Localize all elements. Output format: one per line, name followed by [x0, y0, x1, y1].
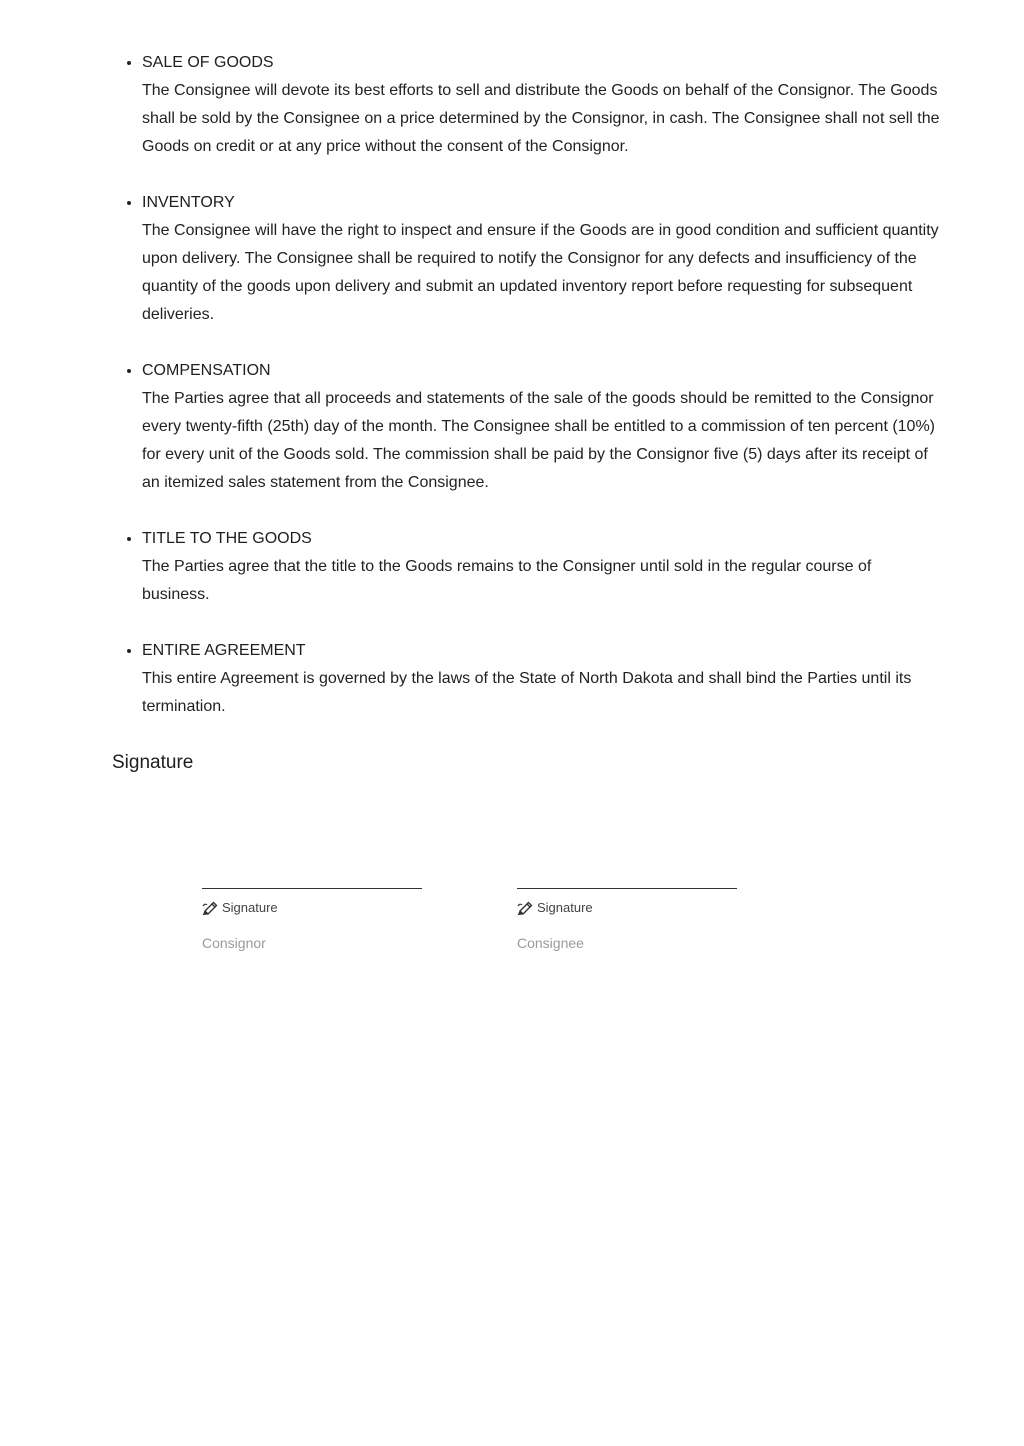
clause-body: This entire Agreement is governed by the laws of the State of North Dakota and shall bind the Parties until its termination.	[142, 670, 912, 715]
clause-body: The Parties agree that all proceeds and statements of the sale of the goods should be remitted to the Consignor every twenty-fifth (25th) day of the month. The Consignee shall be entitled to a commission of ten percent (10%) for every unit of the Goods sold. The commission shall be paid by the Consignor five (5) days after its receipt of an itemized sales statement from the Consignee.	[142, 390, 936, 491]
signature-caption-text: Signature	[537, 900, 593, 915]
signature-line[interactable]	[517, 888, 737, 889]
clause-body: The Parties agree that the title to the Goods remains to the Consigner until sold in the regular course of business.	[142, 558, 872, 603]
clause-title: • TITLE TO THE GOODS	[142, 530, 312, 547]
signature-caption	[517, 899, 737, 917]
clause-title: • COMPENSATION	[142, 362, 271, 379]
consignee-signature-block	[517, 888, 737, 952]
clause-sale-of-goods	[142, 49, 942, 161]
signature-heading: Signature	[112, 752, 194, 773]
pen-icon	[202, 900, 218, 916]
signer-role-consignor: Consignor	[202, 935, 266, 951]
signature-caption-text: Signature	[222, 900, 278, 915]
clause-body: The Consignee will have the right to inspect and ensure if the Goods are in good condition and sufficient quantity upon delivery. The Consignee shall be required to notify the Consignor for any defects and insufficiency of the quantity of the goods upon delivery and submit an updated inventory report before requesting for subsequent deliveries.	[142, 222, 939, 323]
signature-caption	[202, 899, 422, 917]
clause-title: • INVENTORY	[142, 194, 235, 211]
clause-title-to-goods	[142, 525, 942, 609]
signer-role-consignee: Consignee	[517, 935, 584, 951]
clause-entire-agreement	[142, 637, 942, 721]
clause-title: • SALE OF GOODS	[142, 54, 274, 71]
pen-icon	[517, 900, 533, 916]
clause-title: • ENTIRE AGREEMENT	[142, 642, 306, 659]
clause-body: The Consignee will devote its best efforts to sell and distribute the Goods on behalf of the Consignor. The Goods shall be sold by the Consignee on a price determined by the Consignor, in cash. The Consignee shall not sell the Goods on credit or at any price without the consent of the Consignor.	[142, 82, 940, 155]
consignor-signature-block	[202, 888, 422, 952]
clause-compensation	[142, 357, 942, 497]
signature-line[interactable]	[202, 888, 422, 889]
clause-list	[112, 49, 942, 749]
clause-inventory	[142, 189, 942, 329]
